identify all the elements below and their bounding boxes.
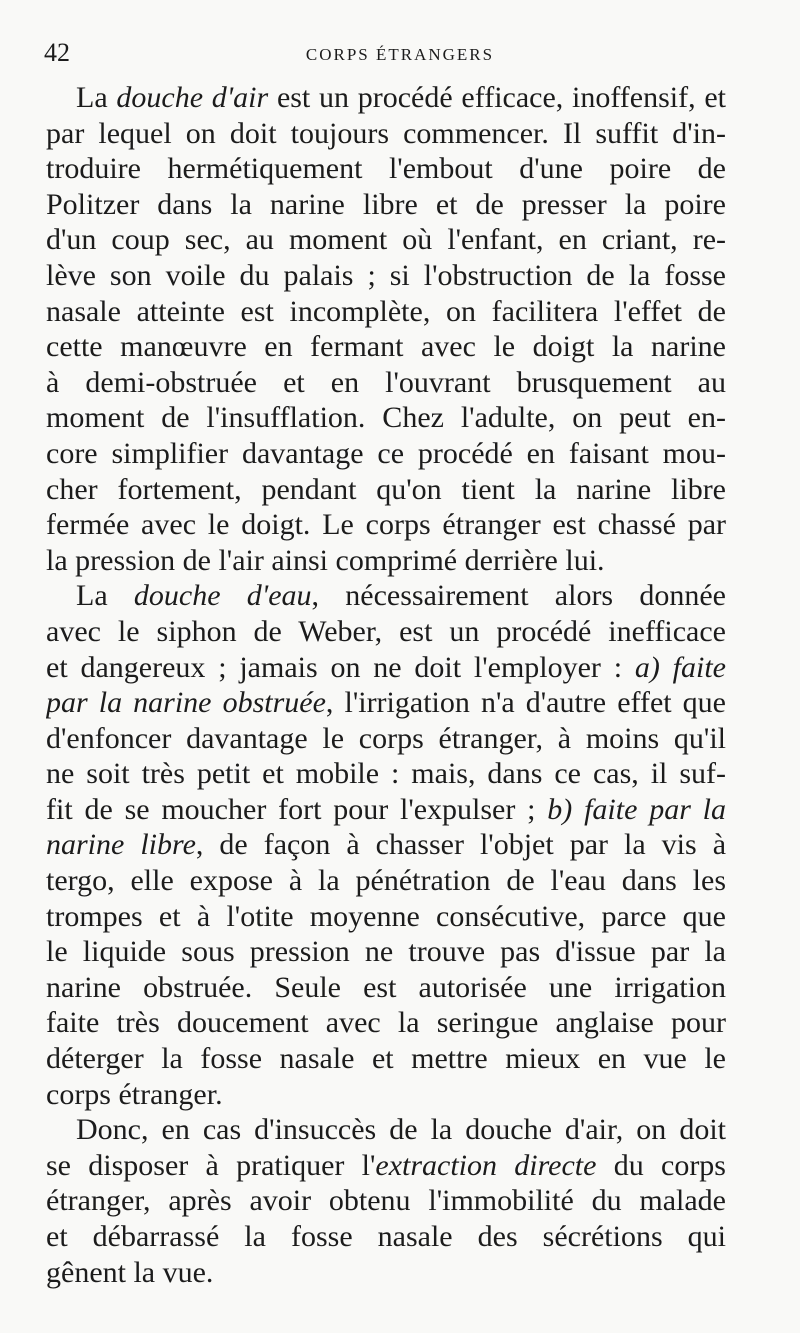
text-line [46, 578, 726, 614]
text-line [46, 899, 726, 935]
text-run: le liquide sous pression ne trouve pas d'issue par la [46, 935, 726, 969]
page-number: 42 [44, 38, 70, 67]
text-run: la pression de l'air ainsi comprimé derrière lui. [46, 543, 605, 577]
text-line [46, 507, 726, 543]
text-line [46, 1041, 726, 1077]
text-run: par lequel on doit toujours commencer. Il suffit d'in- [46, 116, 726, 150]
text-run: fermée avec le doigt. Le corps étranger est chassé par [46, 508, 726, 542]
text-line [46, 685, 726, 721]
text-line [46, 1077, 726, 1113]
text-run: du corps [596, 1148, 726, 1182]
running-head: CORPS ÉTRANGERS [305, 45, 495, 64]
text-run: se disposer à pratiquer l' [46, 1148, 376, 1182]
text-line [46, 1112, 726, 1148]
italic-text-run: douche d'air [116, 81, 269, 114]
text-run: à demi-obstruée et en l'ouvrant brusquement au [46, 365, 726, 399]
text-line [46, 1255, 726, 1291]
text-line [46, 329, 726, 365]
text-line [46, 863, 726, 899]
body-text [46, 80, 726, 1290]
text-run: cher fortement, pendant qu'on tient la narine libre [46, 472, 726, 506]
text-line [46, 792, 726, 828]
text-line [46, 1148, 726, 1184]
text-run: et dangereux ; jamais on ne doit l'employer : [46, 650, 635, 684]
text-run: Donc, en cas d'insuccès de la douche d'air, on doit [76, 1113, 726, 1147]
page-header [0, 38, 800, 68]
italic-text-run: douche d'eau [133, 579, 312, 613]
text-line [46, 756, 726, 792]
text-run: trompes et à l'otite moyenne consécutive, parce que [46, 899, 726, 933]
text-run: cette manœuvre en fermant avec le doigt la narine [46, 330, 726, 364]
italic-text-run: narine libre [46, 828, 196, 862]
text-line [46, 365, 726, 401]
italic-text-run: a) faite [634, 650, 726, 684]
text-line [46, 970, 726, 1006]
text-run: La [76, 579, 134, 613]
text-run: nasale atteinte est incomplète, on facilitera l'effet de [46, 294, 726, 328]
text-run: , de façon à chasser l'objet par la vis à [195, 828, 726, 862]
text-line [46, 472, 726, 508]
text-run: moment de l'insufflation. Chez l'adulte, on peut en- [46, 401, 726, 435]
text-run: La [76, 81, 117, 114]
text-line [46, 436, 726, 472]
text-run: troduire hermétiquement l'embout d'une poire de [46, 152, 726, 186]
text-line [46, 187, 726, 223]
text-run: tergo, elle expose à la pénétration de l'eau dans les [46, 864, 726, 898]
text-line [46, 222, 726, 258]
text-run: est un procédé efficace, inoffensif, et [268, 81, 726, 114]
text-line [46, 614, 726, 650]
text-run: , nécessairement alors donnée [311, 579, 726, 613]
text-line [46, 151, 726, 187]
text-line [46, 543, 726, 579]
text-line [46, 400, 726, 436]
text-run: gênent la vue. [46, 1255, 214, 1289]
text-run: fit de se moucher fort pour l'expulser ; [46, 792, 548, 826]
text-run: d'un coup sec, au moment où l'enfant, en criant, re- [46, 223, 726, 257]
text-line [46, 650, 726, 686]
text-line [46, 827, 726, 863]
text-line [46, 1183, 726, 1219]
italic-text-run: b) faite par la [547, 792, 726, 826]
text-run: , l'irrigation n'a d'autre effet que [325, 686, 726, 720]
text-run: et débarrassé la fosse nasale des sécrétions qui [46, 1220, 726, 1253]
text-run: avec le siphon de Weber, est un procédé inefficace [46, 614, 726, 648]
text-run: ne soit très petit et mobile : mais, dans ce cas, il suf- [46, 757, 726, 791]
text-line [46, 116, 726, 152]
text-run: corps étranger. [46, 1077, 223, 1111]
text-line [46, 1005, 726, 1041]
text-run: étranger, après avoir obtenu l'immobilité du malade [46, 1184, 726, 1218]
text-line [46, 721, 726, 757]
text-line [46, 258, 726, 294]
text-line [46, 294, 726, 330]
text-line [46, 1219, 726, 1255]
text-line [46, 934, 726, 970]
text-run: déterger la fosse nasale et mettre mieux en vue le [46, 1042, 726, 1076]
text-run: narine obstruée. Seule est autorisée une irrigation [46, 970, 726, 1004]
text-run: Politzer dans la narine libre et de presser la poire [46, 187, 726, 221]
italic-text-run: par la narine obstruée [46, 686, 326, 720]
text-run: lève son voile du palais ; si l'obstruction de la fosse [46, 258, 726, 292]
text-run: faite très doucement avec la seringue anglaise pour [46, 1006, 726, 1040]
text-run: d'enfoncer davantage le corps étranger, à moins qu'il [46, 721, 726, 755]
text-run: core simplifier davantage ce procédé en faisant mou- [46, 436, 726, 470]
italic-text-run: extraction directe [375, 1148, 597, 1182]
text-line [46, 80, 726, 116]
